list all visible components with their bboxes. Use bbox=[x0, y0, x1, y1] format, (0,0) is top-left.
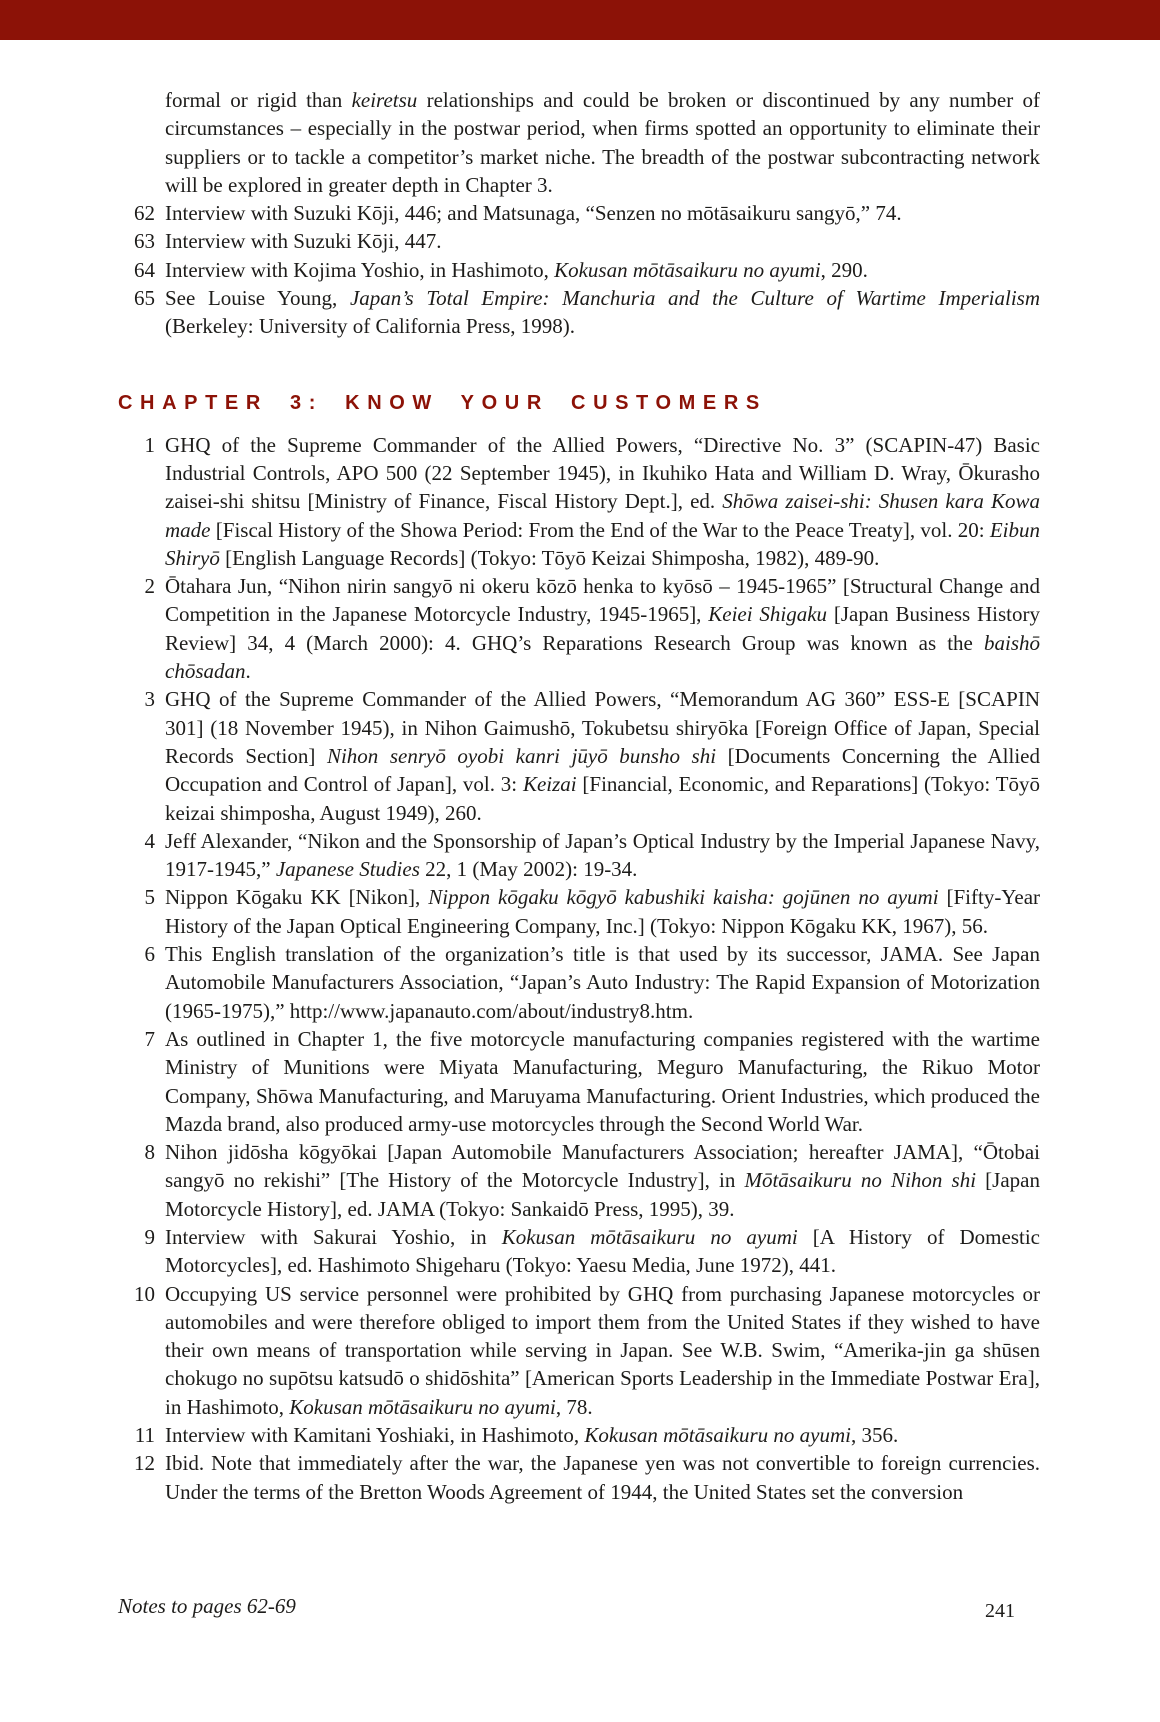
note-item-7 bbox=[118, 1025, 1040, 1138]
note-number: 5 bbox=[144, 885, 155, 910]
note-number: 63 bbox=[134, 229, 155, 254]
body-text: Occupying US service personnel were prohibited by GHQ from purchasing Japanese motorcycles or automobiles and were therefore obliged to import them from the United States if they wished to have their own means of transportation while serving in Japan. See W.B. Swim, “Amerika-jin ga shūsen chokugo no supōtsu katsudō o shidōshita” [American Sports Leadership in the Immediate Postwar Era], in Hashimoto, bbox=[165, 1281, 1040, 1419]
body-text: [Fiscal History of the Showa Period: From the End of the War to the Peace Treaty], vol. 20: bbox=[210, 517, 990, 542]
italic-title-text: Kokusan mōtāsaikuru no ayumi bbox=[554, 257, 821, 282]
body-text: [English Language Records] (Tokyo: Tōyō Keizai Shimposha, 1982), 489-90. bbox=[219, 545, 880, 570]
note-item-5 bbox=[118, 883, 1040, 940]
note-text bbox=[165, 1280, 1040, 1421]
italic-title-text: Nihon senryō oyobi kanri jūyō bunsho shi bbox=[326, 743, 717, 768]
body-text: 22, 1 (May 2002): 19-34. bbox=[419, 857, 638, 882]
note-number: 2 bbox=[144, 574, 155, 599]
note-text bbox=[165, 883, 1040, 940]
body-text: Interview with Suzuki Kōji, 446; and Matsunaga, “Senzen no mōtāsaikuru sangyō,” 74. bbox=[165, 201, 902, 226]
note-text bbox=[165, 227, 1040, 255]
notes-list-previous-chapter bbox=[118, 199, 1040, 340]
body-text: . bbox=[245, 659, 251, 684]
note-item-4 bbox=[118, 827, 1040, 884]
top-red-bar bbox=[0, 0, 1160, 40]
note-text bbox=[165, 827, 1040, 884]
chapter-3-heading: CHAPTER 3: KNOW YOUR CUSTOMERS bbox=[118, 391, 767, 414]
note-item-2 bbox=[118, 572, 1040, 685]
body-text: relationships and could be broken or discontinued by any number of circumstances – especially in the postwar period, when firms spotted an opportunity to eliminate their suppliers or to tackle a competitor’s market niche. The breadth of the postwar subcontracting network will be explored in greater depth in Chapter 3. bbox=[165, 88, 1041, 197]
body-text: Ōtahara Jun, “Nihon nirin sangyō ni okeru kōzō henka to kyōsō – 1945-1965” [Structural Change and Competition in the Japanese Motorcycle Industry, 1945-1965], bbox=[165, 574, 1040, 627]
note-number: 4 bbox=[144, 828, 155, 853]
italic-title-text: Japan’s Total Empire: Manchuria and the Culture of Wartime Imperialism bbox=[349, 286, 1041, 311]
note-text bbox=[165, 1025, 1040, 1138]
notes-list-chapter-3 bbox=[118, 431, 1040, 1506]
page-number: 241 bbox=[985, 1600, 1015, 1622]
note-item-6 bbox=[118, 940, 1040, 1025]
body-text: Interview with Kamitani Yoshiaki, in Hashimoto, bbox=[165, 1423, 585, 1448]
italic-title-text: Shōwa zaisei-shi: Shusen kara Kowa made bbox=[165, 489, 1040, 542]
italic-title-text: Kokusan mōtāsaikuru no ayumi bbox=[501, 1224, 798, 1249]
italic-title-text: Keizai bbox=[522, 772, 577, 797]
note-number: 64 bbox=[134, 257, 155, 282]
body-text: [A History of Domestic Motorcycles], ed. Hashimoto Shigeharu (Tokyo: Yaesu Media, June 1972), 441. bbox=[165, 1224, 1040, 1278]
body-text: [Japan Motorcycle History], ed. JAMA (Tokyo: Sankaidō Press, 1995), 39. bbox=[165, 1168, 1040, 1221]
italic-title-text: baishō chōsadan bbox=[165, 630, 1040, 684]
body-text: [Documents Concerning the Allied Occupation and Control of Japan], vol. 3: bbox=[165, 743, 1040, 797]
body-text: This English translation of the organization’s title is that used by its successor, JAMA. See Japan Automobile Manufacturers Association, “Japan’s Auto Industry: The Rapid Expansion of Motorization (1965-1975),” http://www.japanauto.com/about/industry8.htm. bbox=[165, 942, 1040, 1023]
intro-paragraph-continuation bbox=[165, 86, 1040, 199]
italic-title-text: keiretsu bbox=[351, 88, 418, 112]
note-text bbox=[165, 572, 1040, 685]
body-text: formal or rigid than bbox=[165, 88, 352, 112]
note-text bbox=[165, 256, 1040, 284]
note-number: 9 bbox=[144, 1224, 155, 1249]
body-text: (Berkeley: University of California Press, 1998). bbox=[165, 314, 575, 339]
body-text: Interview with Suzuki Kōji, 447. bbox=[165, 229, 442, 254]
body-text: Interview with Sakurai Yoshio, in bbox=[165, 1224, 502, 1249]
body-text: , 356. bbox=[850, 1423, 899, 1448]
note-number: 12 bbox=[134, 1451, 155, 1476]
note-item-1 bbox=[118, 431, 1040, 572]
note-text bbox=[165, 431, 1040, 572]
note-item-9 bbox=[118, 1223, 1040, 1280]
note-number: 65 bbox=[134, 286, 155, 311]
body-text: As outlined in Chapter 1, the five motorcycle manufacturing companies registered with the wartime Ministry of Munitions were Miyata Manufacturing, Meguro Manufacturing, the Rikuo Motor Company, Shōwa Manufacturing, and Maruyama Manufacturing. Orient Industries, which produced the Mazda brand, also produced army-use motorcycles through the Second World War. bbox=[165, 1026, 1040, 1136]
notes-content bbox=[118, 40, 1040, 1506]
note-item-64 bbox=[118, 256, 1040, 284]
note-number: 62 bbox=[134, 201, 155, 226]
note-text bbox=[165, 1421, 1040, 1449]
body-text: , 290. bbox=[820, 257, 868, 282]
note-text bbox=[165, 685, 1040, 826]
body-text: [Financial, Economic, and Reparations] (Tokyo: Tōyō keizai shimposha, August 1949), 260. bbox=[165, 772, 1041, 825]
note-item-12 bbox=[118, 1449, 1040, 1506]
note-number: 11 bbox=[134, 1423, 155, 1448]
body-text: [Fifty-Year History of the Japan Optical Engineering Company, Inc.] (Tokyo: Nippon Kōgaku KK, 1967), 56. bbox=[165, 885, 1041, 938]
italic-title-text: Eibun Shiryō bbox=[165, 517, 1040, 570]
note-item-63 bbox=[118, 227, 1040, 255]
note-item-11 bbox=[118, 1421, 1040, 1449]
italic-title-text: Mōtāsaikuru no Nihon shi bbox=[744, 1168, 977, 1193]
body-text: [Japan Business History Review] 34, 4 (March 2000): 4. GHQ’s Reparations Research Group was known as the bbox=[165, 602, 1040, 655]
note-number: 7 bbox=[144, 1026, 155, 1051]
note-text bbox=[165, 1449, 1040, 1506]
note-item-62 bbox=[118, 199, 1040, 227]
note-item-8 bbox=[118, 1138, 1040, 1223]
body-text: Ibid. Note that immediately after the war, the Japanese yen was not convertible to foreign currencies. Under the terms of the Bretton Woods Agreement of 1944, the United States set the conversion bbox=[165, 1451, 1040, 1504]
italic-title-text: Keiei Shigaku bbox=[708, 602, 828, 627]
italic-title-text: Kokusan mōtāsaikuru no ayumi bbox=[289, 1394, 556, 1419]
italic-title-text: Japanese Studies bbox=[275, 857, 420, 882]
note-item-65 bbox=[118, 284, 1040, 341]
italic-title-text: Kokusan mōtāsaikuru no ayumi bbox=[584, 1423, 851, 1448]
body-text: GHQ of the Supreme Commander of the Allied Powers, “Memorandum AG 360” ESS-E [SCAPIN 301] (18 November 1945), in Nihon Gaimushō, Tokubetsu shiryōka [Foreign Office of Japan, Special Records Section] bbox=[165, 687, 1040, 768]
body-text: Jeff Alexander, “Nikon and the Sponsorship of Japan’s Optical Industry by the Imperial Japanese Navy, 1917-1945,” bbox=[165, 828, 1040, 882]
note-item-10 bbox=[118, 1280, 1040, 1421]
italic-title-text: Nippon kōgaku kōgyō kabushiki kaisha: gojūnen no ayumi bbox=[428, 885, 939, 910]
body-text: See Louise Young, bbox=[165, 286, 350, 311]
note-text bbox=[165, 1138, 1040, 1223]
note-text bbox=[165, 284, 1040, 341]
note-text bbox=[165, 940, 1040, 1025]
body-text: Nippon Kōgaku KK [Nikon], bbox=[165, 885, 429, 910]
note-item-3 bbox=[118, 685, 1040, 826]
body-text: , 78. bbox=[555, 1394, 593, 1419]
note-number: 6 bbox=[144, 942, 155, 967]
note-text bbox=[165, 199, 1040, 227]
body-text: GHQ of the Supreme Commander of the Allied Powers, “Directive No. 3” (SCAPIN-47) Basic Industrial Controls, APO 500 (22 September 1945), in Ikuhiko Hata and William D. Wray, Ōkurasho zaisei-shi shitsu [Ministry of Finance, Fiscal History Dept.], ed. bbox=[165, 432, 1040, 514]
note-number: 10 bbox=[134, 1281, 155, 1306]
body-text: Nihon jidōsha kōgyōkai [Japan Automobile Manufacturers Association; hereafter JAMA], “Ōtobai sangyō no rekishi” [The History of the Motorcycle Industry], in bbox=[165, 1140, 1040, 1193]
note-number: 3 bbox=[144, 687, 155, 712]
note-text bbox=[165, 1223, 1040, 1280]
footer-running-head: Notes to pages 62-69 bbox=[118, 1594, 296, 1618]
body-text: Interview with Kojima Yoshio, in Hashimoto, bbox=[165, 257, 555, 282]
note-number: 1 bbox=[144, 432, 155, 457]
note-number: 8 bbox=[144, 1140, 155, 1165]
